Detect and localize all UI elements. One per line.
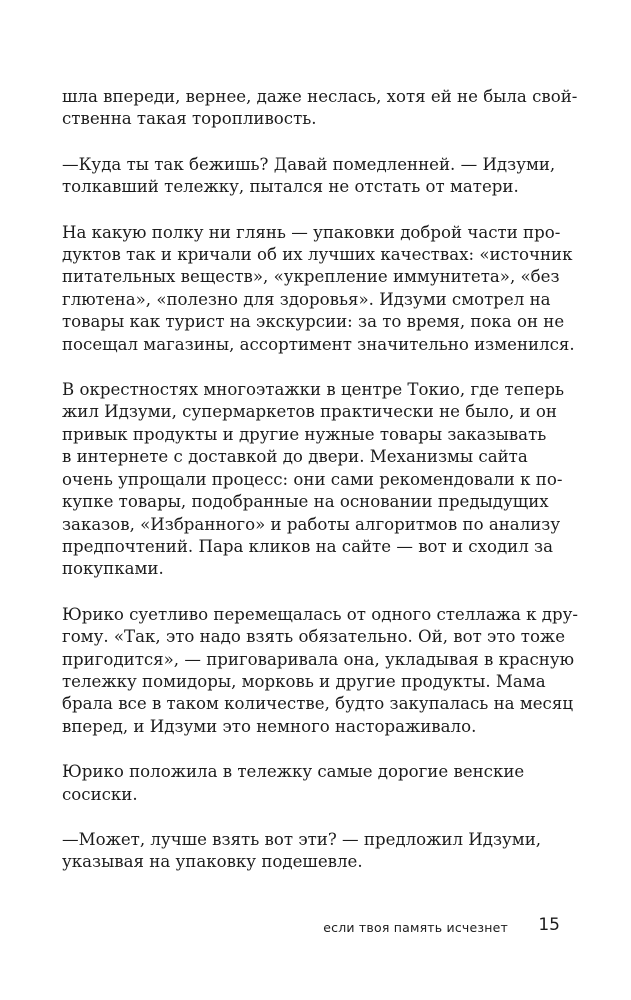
body-text xyxy=(62,86,579,897)
text-line: ственна такая торопливость. xyxy=(62,109,317,129)
paragraph-4 xyxy=(62,379,574,581)
paragraph-2 xyxy=(62,154,574,199)
text-line: В окрестностях многоэтажки в центре Токио, где теперь xyxy=(62,380,564,400)
running-title: если твоя память исчезнет xyxy=(323,920,508,935)
text-line: Юрико положила в тележку самые дорогие венские xyxy=(62,762,525,782)
text-line: —Может, лучше взять вот эти? — предложил Идзуми, xyxy=(62,829,542,849)
paragraph-6 xyxy=(62,761,574,806)
text-line: сосиски. xyxy=(62,784,138,804)
text-line: товары как турист на экскурсии: за то время, пока он не xyxy=(62,312,565,332)
paragraph-3 xyxy=(62,222,574,356)
text-line: брала все в таком количестве, будто закупалась на месяц xyxy=(62,694,573,714)
text-line: шла впереди, вернее, даже неслась, хотя ей не была свой- xyxy=(62,87,578,106)
text-line: привык продукты и другие нужные товары заказывать xyxy=(62,424,547,444)
paragraph-1 xyxy=(62,86,578,131)
text-line: глютена», «полезно для здоровья». Идзуми смотрел на xyxy=(62,289,551,309)
text-line: тележку помидоры, морковь и другие продукты. Мама xyxy=(62,671,546,691)
page-number: 15 xyxy=(538,915,560,935)
text-line: питательных веществ», «укрепление иммунитета», «без xyxy=(62,267,560,287)
text-line: предпочтений. Пара кликов на сайте — вот и сходил за xyxy=(62,536,553,556)
text-line: пригодится», — приговаривала она, укладывая в красную xyxy=(62,649,575,669)
text-line: На какую полку ни глянь — упаковки доброй части про- xyxy=(62,222,561,242)
text-line: —Куда ты так бежишь? Давай помедленней. — Идзуми, xyxy=(62,154,556,174)
text-line: посещал магазины, ассортимент значительно изменился. xyxy=(62,334,575,354)
paragraph-5 xyxy=(62,604,579,738)
text-line: толкавший тележку, пытался не отстать от матери. xyxy=(62,177,519,197)
text-line: покупками. xyxy=(62,559,164,579)
page-footer xyxy=(300,915,560,939)
text-line: указывая на упаковку подешевле. xyxy=(62,852,363,872)
text-line: жил Идзуми, супермаркетов практически не было, и он xyxy=(62,402,557,422)
text-line: очень упрощали процесс: они сами рекомендовали к по- xyxy=(62,469,563,489)
text-line: вперед, и Идзуми это немного настораживало. xyxy=(62,716,477,736)
text-line: купке товары, подобранные на основании предыдущих xyxy=(62,492,549,512)
text-line: гому. «Так, это надо взять обязательно. Ой, вот это тоже xyxy=(62,627,566,647)
paragraph-7 xyxy=(62,829,574,874)
text-line: заказов, «Избранного» и работы алгоритмов по анализу xyxy=(62,514,561,534)
text-line: дуктов так и кричали об их лучших качествах: «источник xyxy=(62,245,573,265)
text-line: в интернете с доставкой до двери. Механизмы сайта xyxy=(62,447,528,467)
text-line: Юрико суетливо перемещалась от одного стеллажа к дру- xyxy=(62,604,579,624)
